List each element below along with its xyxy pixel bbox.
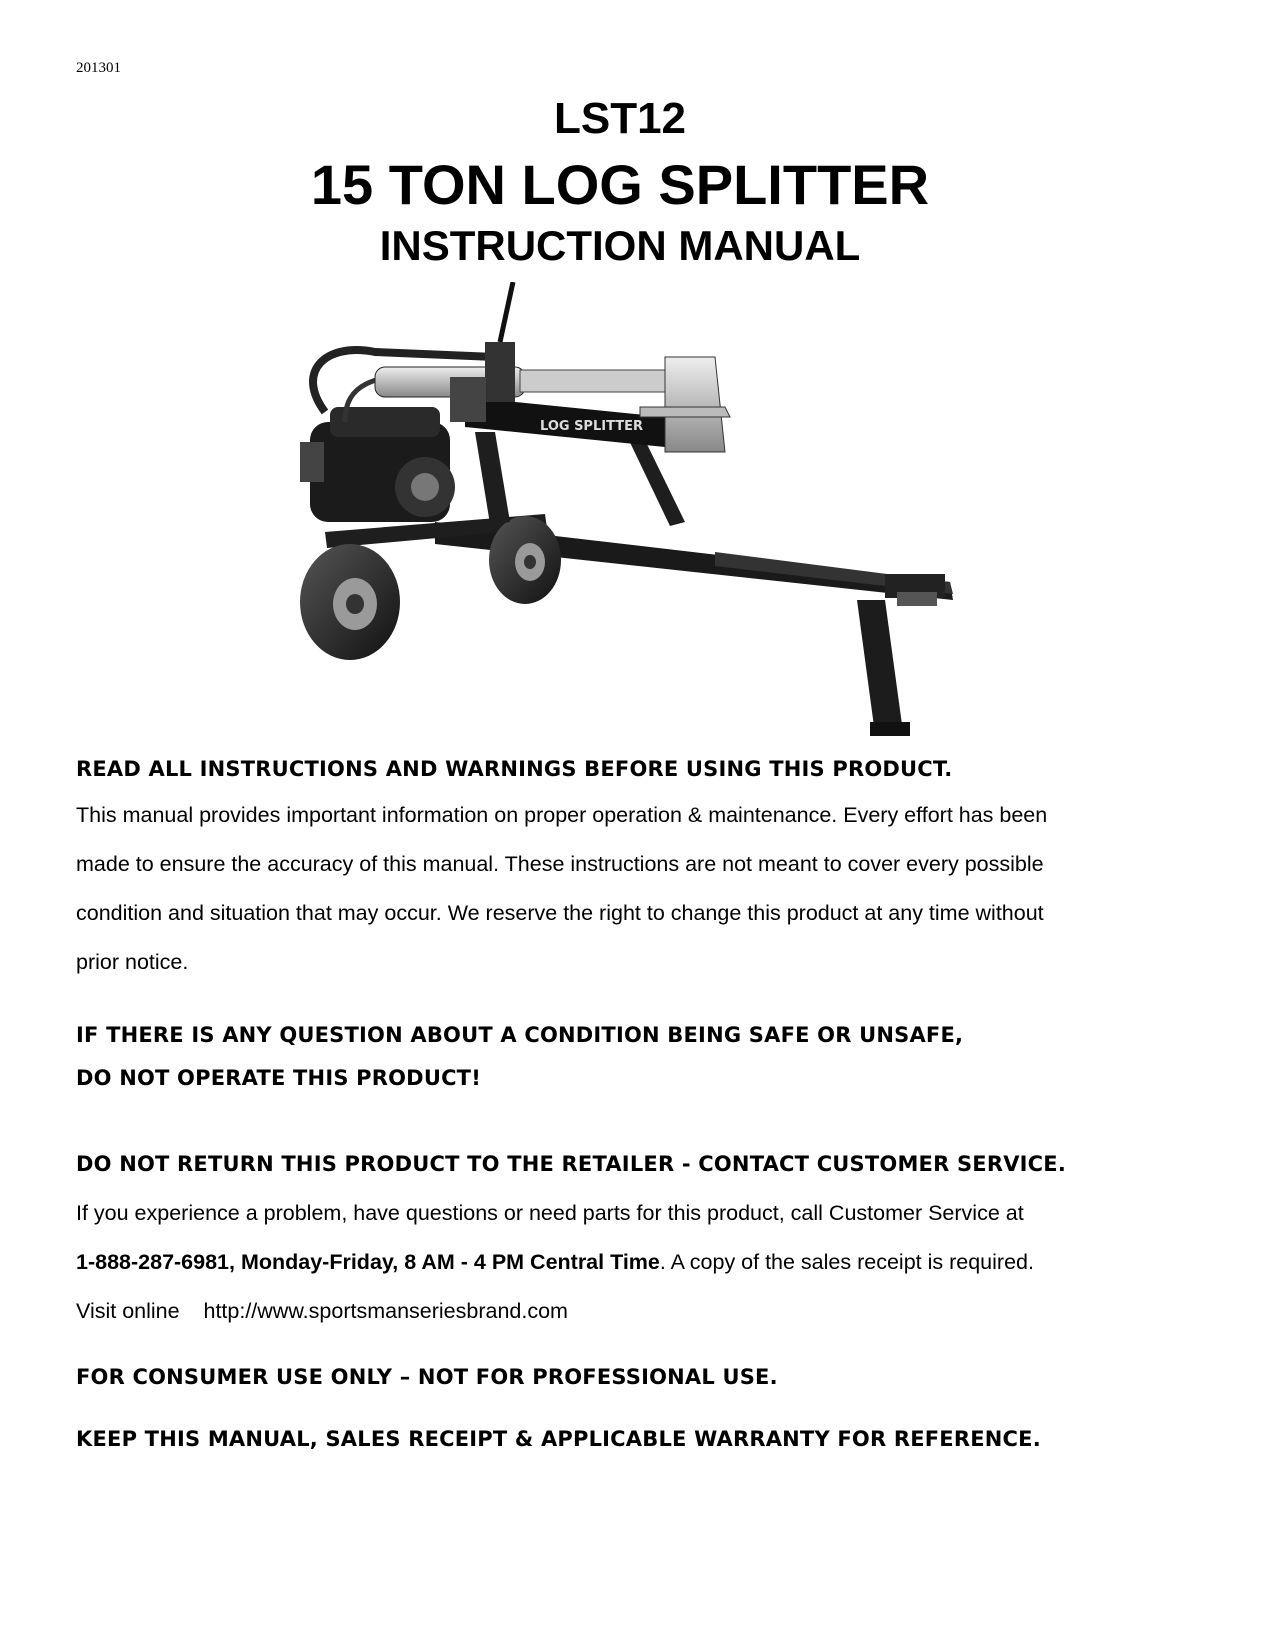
website-link[interactable]: http://www.sportsmanseriesbrand.com [203,1299,568,1323]
document-type: INSTRUCTION MANUAL [379,222,861,269]
customer-service-heading: DO NOT RETURN THIS PRODUCT TO THE RETAILER - CONTACT CUSTOMER SERVICE. [76,1152,1067,1176]
contact-line [76,1238,1216,1287]
website-line [76,1287,1216,1336]
log-splitter-photo [285,282,1005,772]
phone-hours: 1-888-287-6981, Monday-Friday, 8 AM - 4 PM Central Time [76,1250,660,1274]
document-code: 201301 [76,60,121,76]
intro-line: This manual provides important information on proper operation & maintenance. Every effort has been [76,803,1048,827]
service-line: If you experience a problem, have questions or need parts for this product, call Customer Service at [76,1201,1024,1225]
customer-service-paragraph [76,1189,1216,1336]
product-title: 15 TON LOG SPLITTER [310,153,930,216]
manual-intro-paragraph [76,791,1216,987]
intro-line: prior notice. [76,950,189,974]
intro-line: made to ensure the accuracy of this manual. These instructions are not meant to cover every possible [76,852,1044,876]
safety-warning-line2: DO NOT OPERATE THIS PRODUCT! [76,1066,481,1090]
safety-warning-line1: IF THERE IS ANY QUESTION ABOUT A CONDITION BEING SAFE OR UNSAFE, [76,1023,964,1047]
model-number: LST12 [553,94,687,143]
read-instructions-heading: READ ALL INSTRUCTIONS AND WARNINGS BEFORE USING THIS PRODUCT. [76,757,953,781]
receipt-note: . A copy of the sales receipt is required. [659,1250,1034,1274]
consumer-use-notice: FOR CONSUMER USE ONLY – NOT FOR PROFESSIONAL USE. [76,1365,778,1389]
intro-line: condition and situation that may occur. We reserve the right to change this product at any time without [76,901,1044,925]
beam-decal-text: LOG SPLITTER [540,419,644,434]
keep-manual-notice: KEEP THIS MANUAL, SALES RECEIPT & APPLICABLE WARRANTY FOR REFERENCE. [76,1427,1041,1451]
visit-label: Visit online [76,1299,180,1323]
